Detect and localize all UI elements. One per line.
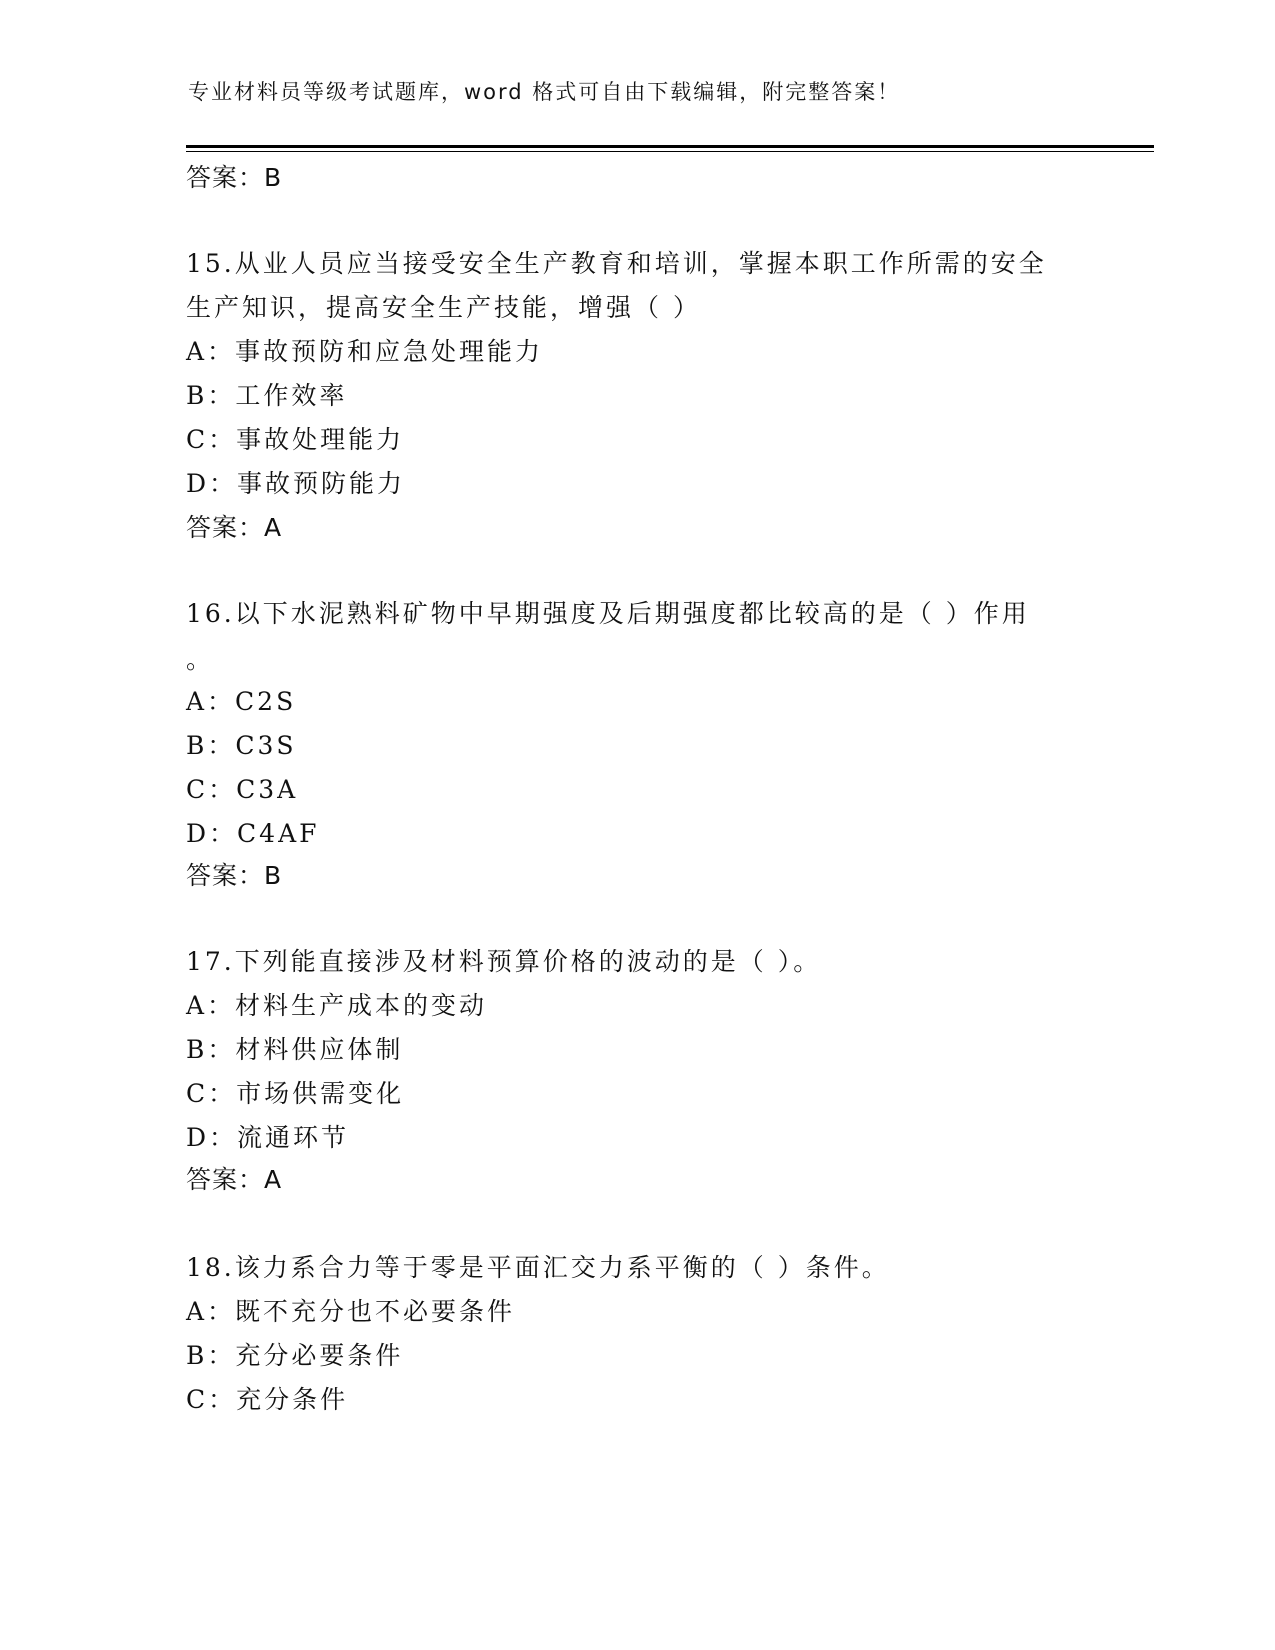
question-16-option-d: D：C4AF	[186, 819, 320, 848]
question-15-option-d: D：事故预防能力	[186, 469, 406, 498]
question-15-text-line1: 15.从业人员应当接受安全生产教育和培训，掌握本职工作所需的安全	[186, 249, 1047, 278]
question-16-option-b: B：C3S	[186, 731, 297, 760]
question-16-option-a: A：C2S	[186, 687, 297, 716]
question-18-option-b: B：充分必要条件	[186, 1341, 404, 1370]
question-17-answer: 答案：A	[186, 1165, 283, 1194]
question-15-text-line2: 生产知识，提高安全生产技能，增强（ ）	[186, 293, 701, 322]
question-18-text-line1: 18.该力系合力等于零是平面汇交力系平衡的（ ）条件。	[186, 1253, 890, 1282]
question-17-option-b: B：材料供应体制	[186, 1035, 404, 1064]
question-16-option-c: C：C3A	[186, 775, 299, 804]
question-18-option-a: A：既不充分也不必要条件	[186, 1297, 516, 1326]
header-rule-thin	[186, 151, 1154, 152]
question-18-option-c: C：充分条件	[186, 1385, 349, 1414]
question-17-option-d: D：流通环节	[186, 1123, 350, 1152]
question-17-option-c: C：市场供需变化	[186, 1079, 405, 1108]
question-17-option-a: A：材料生产成本的变动	[186, 991, 488, 1020]
page-header: 专业材料员等级考试题库，word 格式可自由下载编辑，附完整答案！	[188, 80, 901, 104]
prev-question-answer: 答案：B	[186, 163, 283, 192]
question-16-answer: 答案：B	[186, 861, 283, 890]
question-16-text-line1: 16.以下水泥熟料矿物中早期强度及后期强度都比较高的是（ ）作用	[186, 599, 1030, 628]
question-15-answer: 答案：A	[186, 513, 283, 542]
question-15-option-b: B：工作效率	[186, 381, 348, 410]
question-15-option-c: C：事故处理能力	[186, 425, 405, 454]
header-rule-thick	[186, 145, 1154, 148]
question-16-text-line2: 。	[186, 645, 215, 674]
question-15-option-a: A：事故预防和应急处理能力	[186, 337, 544, 366]
question-17-text-line1: 17.下列能直接涉及材料预算价格的波动的是（ ）。	[186, 947, 822, 976]
